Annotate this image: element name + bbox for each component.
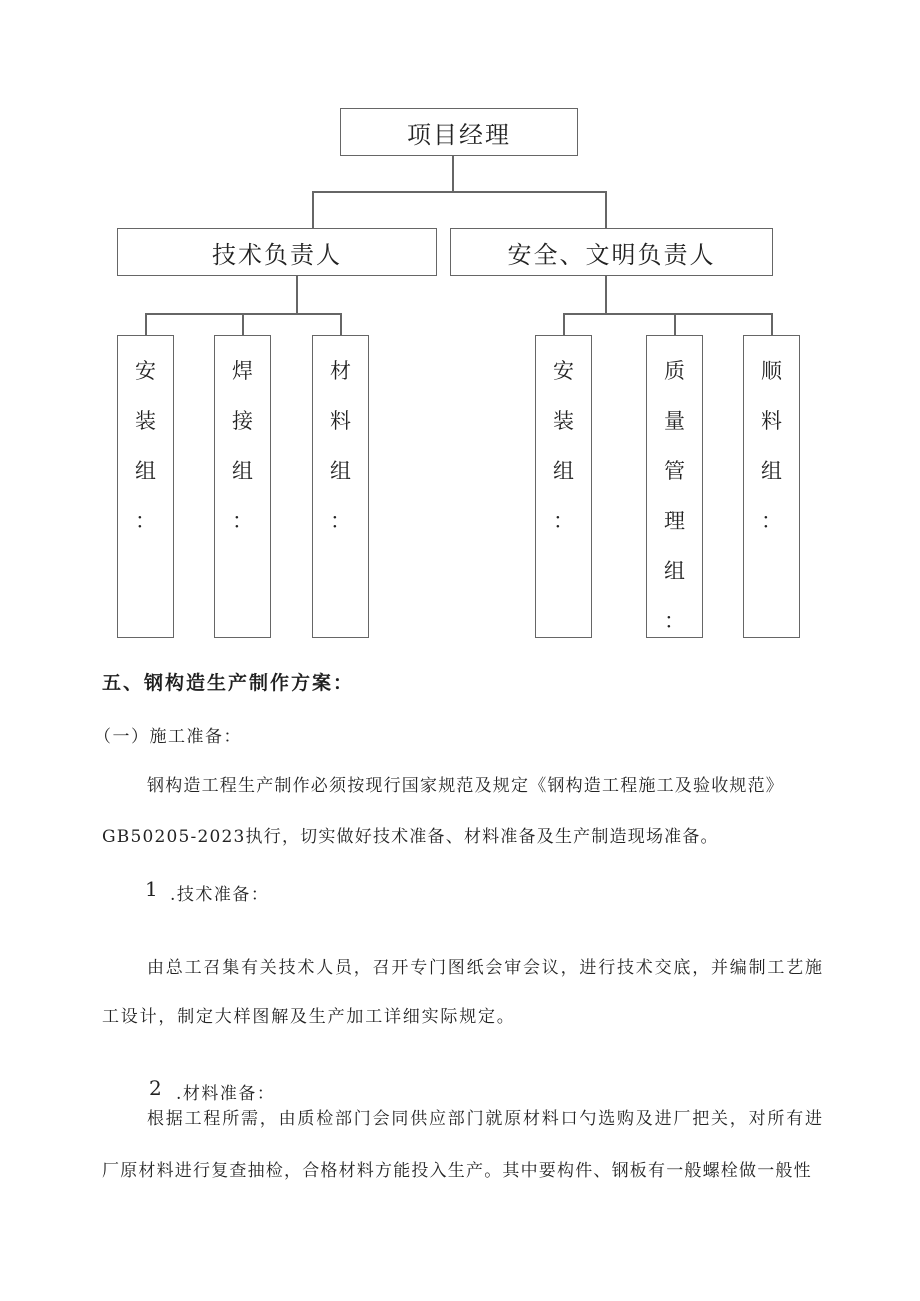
installation-group-box-left xyxy=(117,335,174,638)
group-char: 质 xyxy=(664,359,685,383)
group-char: ： xyxy=(330,509,351,533)
section-title: 五、钢构造生产制作方案： xyxy=(102,672,355,694)
group-char: 料 xyxy=(330,409,351,433)
group-char: ： xyxy=(232,509,253,533)
welding-group-box xyxy=(214,335,271,638)
connector-left-group-1 xyxy=(145,313,147,335)
group-char: ： xyxy=(135,509,156,533)
connector-right-branch xyxy=(605,191,607,229)
group-char: ： xyxy=(664,609,685,633)
group-char: 装 xyxy=(135,409,156,433)
group-char: 顺 xyxy=(761,359,782,383)
item-line-1: 由总工召集有关技术人员，召开专门图纸会审会议，进行技术交底，并编制工艺施 xyxy=(147,958,824,978)
group-char: 组 xyxy=(232,459,253,483)
quality-management-group-box xyxy=(646,335,703,638)
group-char: 组 xyxy=(664,559,685,583)
materials-group-box xyxy=(312,335,369,638)
group-char: 管 xyxy=(664,459,685,483)
safety-lead-label: 安全、文明负责人 xyxy=(507,240,716,269)
intro-line-2: GB50205-2023执行，切实做好技术准备、材料准备及生产制造现场准备。 xyxy=(102,827,719,847)
connector-left-group-3 xyxy=(340,313,342,335)
group-char: 安 xyxy=(553,359,574,383)
technical-lead-label: 技术负责人 xyxy=(212,240,342,269)
connector-right-group-2 xyxy=(674,313,676,335)
item-number: 2 xyxy=(149,1076,162,1100)
technical-lead-box xyxy=(117,228,437,276)
project-manager-box xyxy=(340,108,578,156)
connector-top-down xyxy=(452,156,454,192)
item-line-1: 根据工程所需，由质检部门会同供应部门就原材料口勺选购及进厂把关，对所有进 xyxy=(147,1109,824,1129)
item-label: .技术准备： xyxy=(170,885,270,905)
group-char: 料 xyxy=(761,409,782,433)
connector-left-down xyxy=(296,276,298,314)
group-char: 接 xyxy=(232,409,253,433)
connector-top-horizontal xyxy=(312,191,606,193)
connector-right-down xyxy=(605,276,607,314)
item-label: .材料准备： xyxy=(176,1084,276,1104)
group-char: 材 xyxy=(330,359,351,383)
group-char: 组 xyxy=(330,459,351,483)
group-char: ： xyxy=(553,509,574,533)
connector-left-branch xyxy=(312,191,314,229)
group-char: 理 xyxy=(664,509,685,533)
group-char: 量 xyxy=(664,409,685,433)
connector-right-horizontal xyxy=(563,313,772,315)
safety-lead-box xyxy=(450,228,773,276)
connector-left-group-2 xyxy=(242,313,244,335)
project-manager-label: 项目经理 xyxy=(407,120,511,149)
connector-right-group-1 xyxy=(563,313,565,335)
group-char: 装 xyxy=(553,409,574,433)
installation-group-box-right xyxy=(535,335,592,638)
item-line-2: 厂原材料进行复查抽检，合格材料方能投入生产。其中要构件、钢板有一般螺栓做一般性 xyxy=(102,1161,812,1181)
group-char: ： xyxy=(761,509,782,533)
connector-right-group-3 xyxy=(771,313,773,335)
group-char: 组 xyxy=(135,459,156,483)
group-char: 安 xyxy=(135,359,156,383)
group-char: 组 xyxy=(761,459,782,483)
intro-line-1: 钢构造工程生产制作必须按现行国家规范及规定《钢构造工程施工及验收规范》 xyxy=(147,776,784,796)
group-char: 组 xyxy=(553,459,574,483)
item-line-2: 工设计，制定大样图解及生产加工详细实际规定。 xyxy=(102,1007,516,1027)
group-char: 焊 xyxy=(232,359,253,383)
subsection-title: （一）施工准备： xyxy=(94,727,242,747)
item-number: 1 xyxy=(145,877,158,901)
material-supply-group-box xyxy=(743,335,800,638)
